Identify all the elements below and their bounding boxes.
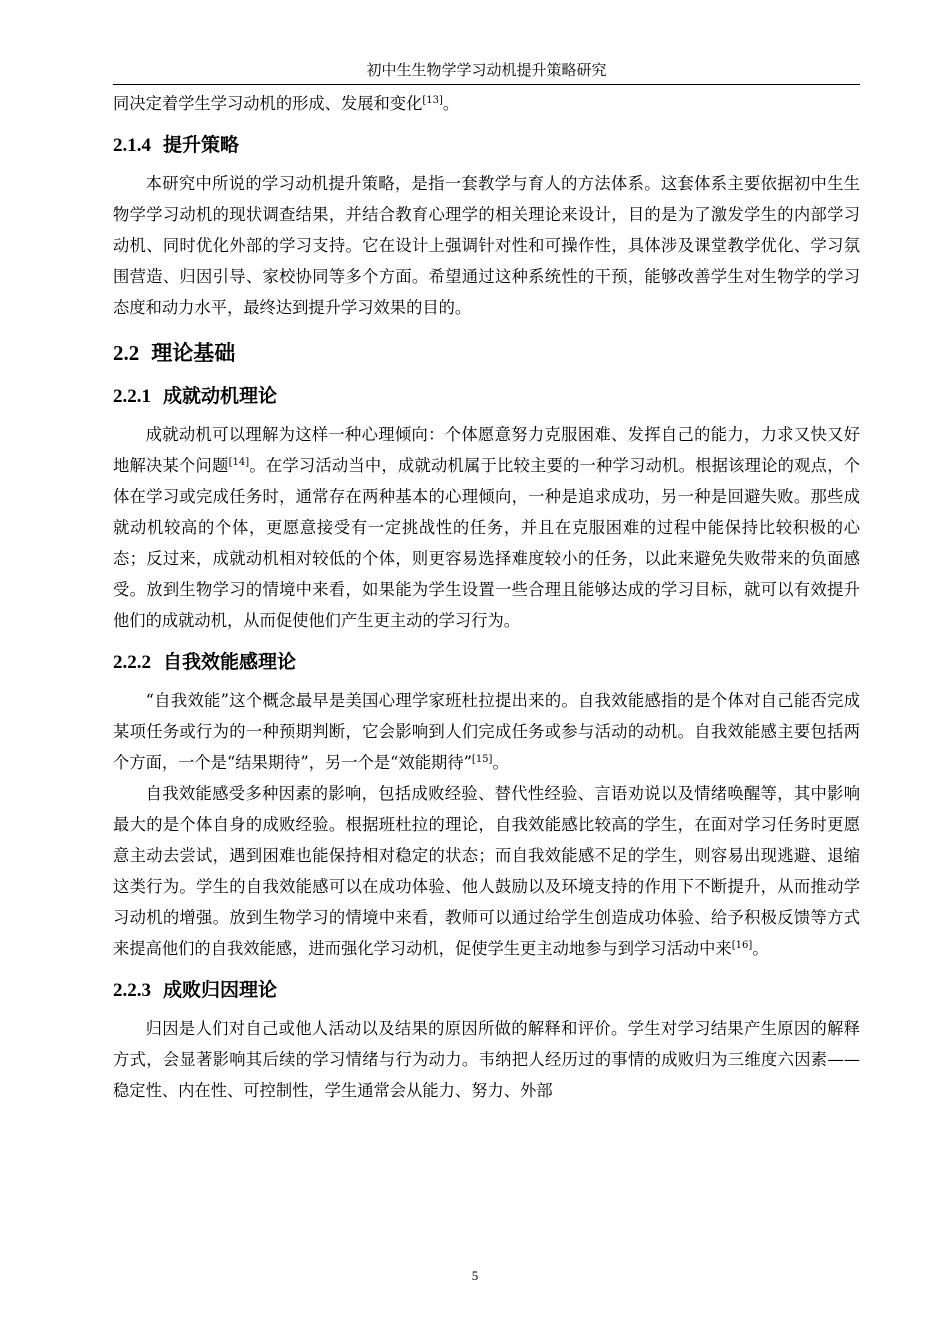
- citation[interactable]: [15]: [471, 754, 493, 765]
- paragraph: 归因是人们对自己或他人活动以及结果的原因所做的解释和评价。学生对学习结果产生原因的解释方式，会显著影响其后续的学习情绪与行为动力。韦纳把人经历过的事情的成败归为三维度六因素——稳定性、内在性、可控制性，学生通常会从能力、努力、外部: [113, 1019, 860, 1100]
- paragraph-text: 。: [752, 939, 769, 958]
- paragraph: 本研究中所说的学习动机提升策略，是指一套教学与育人的方法体系。这套体系主要依据初中生生物学学习动机的现状调查结果，并结合教育心理学的相关理论来设计，目的是为了激发学生的内部学习动机、同时优化外部的学习支持。它在设计上强调针对性和可操作性，具体涉及课堂教学优化、学习氛围营造、归因引导、家校协同等多个方面。希望通过这种系统性的干预，能够改善学生对生物学的学习态度和动力水平，最终达到提升学习效果的目的。: [113, 174, 860, 317]
- paragraph: [113, 778, 860, 964]
- paragraph-text: 自我效能感受多种因素的影响，包括成败经验、替代性经验、言语劝说以及情绪唤醒等，其中影响最大的是个体自身的成败经验。根据班杜拉的理论，自我效能感比较高的学生，在面对学习任务时更愿意主动去尝试，遇到困难也能保持相对稳定的状态；而自我效能感不足的学生，则容易出现逃避、退缩这类行为。学生的自我效能感可以在成功体验、他人鼓励以及环境支持的作用下不断提升，从而推动学习动机的增强。放到生物学习的情境中来看，教师可以通过给学生创造成功体验、给予积极反馈等方式来提高他们的自我效能感，进而强化学习动机，促使学生更主动地参与到学习活动中来: [113, 784, 860, 958]
- section-number: 2.2.2: [113, 652, 151, 673]
- paragraph: [113, 419, 860, 636]
- paragraph-text: 。: [442, 94, 460, 113]
- main-content: [113, 88, 860, 1106]
- section-heading-2-2-1: [113, 381, 860, 412]
- section-heading-2-2: [113, 336, 860, 370]
- section-heading-2-2-2: [113, 647, 860, 678]
- paragraph-text: 。在学习活动当中，成就动机属于比较主要的一种学习动机。根据该理论的观点，个体在学习或完成任务时，通常存在两种基本的心理倾向，一种是追求成功，另一种是回避失败。那些成就动机较高的个体，更愿意接受有一定挑战性的任务，并且在克服困难的过程中能保持比较积极的心态；反过来，成就动机相对较低的个体，则更容易选择难度较小的任务，以此来避免失败带来的负面感受。放到生物学习的情境中来看，如果能为学生设置一些合理且能够达成的学习目标，就可以有效提升他们的成就动机，从而促使他们产生更主动的学习行为。: [113, 456, 860, 630]
- paragraph-text: 同决定着学生学习动机的形成、发展和变化: [113, 94, 423, 113]
- section-heading-2-2-3: [113, 975, 860, 1006]
- header-rule: [113, 84, 860, 85]
- section-number: 2.2.3: [113, 980, 151, 1001]
- citation[interactable]: [14]: [228, 457, 250, 468]
- continued-paragraph: [113, 88, 860, 119]
- running-header: 初中生生物学学习动机提升策略研究: [366, 61, 607, 79]
- section-title: 提升策略: [163, 134, 240, 156]
- section-title: 自我效能感理论: [163, 651, 297, 673]
- paragraph: [113, 685, 860, 778]
- section-heading-2-1-4: [113, 130, 860, 161]
- section-title: 理论基础: [151, 341, 236, 365]
- paragraph-text: 成就动机可以理解为这样一种心理倾向：个体愿意努力克服困难、发挥自己的能力，力求又快又好地解决某个问题: [113, 425, 860, 475]
- paragraph-text: “自我效能”这个概念最早是美国心理学家班杜拉提出来的。自我效能感指的是个体对自己能否完成某项任务或行为的一种预期判断，它会影响到人们完成任务或参与活动的动机。自我效能感主要包括两个方面，一个是“结果期待”，另一个是“效能期待”: [113, 691, 860, 772]
- citation[interactable]: [13]: [422, 95, 443, 106]
- section-number: 2.1.4: [113, 135, 151, 156]
- section-title: 成就动机理论: [163, 385, 278, 407]
- page-number: 5: [471, 1268, 479, 1283]
- paragraph-text: 。: [492, 753, 509, 772]
- section-number: 2.2: [113, 341, 140, 365]
- section-title: 成败归因理论: [163, 979, 278, 1001]
- citation[interactable]: [16]: [731, 940, 753, 951]
- section-number: 2.2.1: [113, 386, 151, 407]
